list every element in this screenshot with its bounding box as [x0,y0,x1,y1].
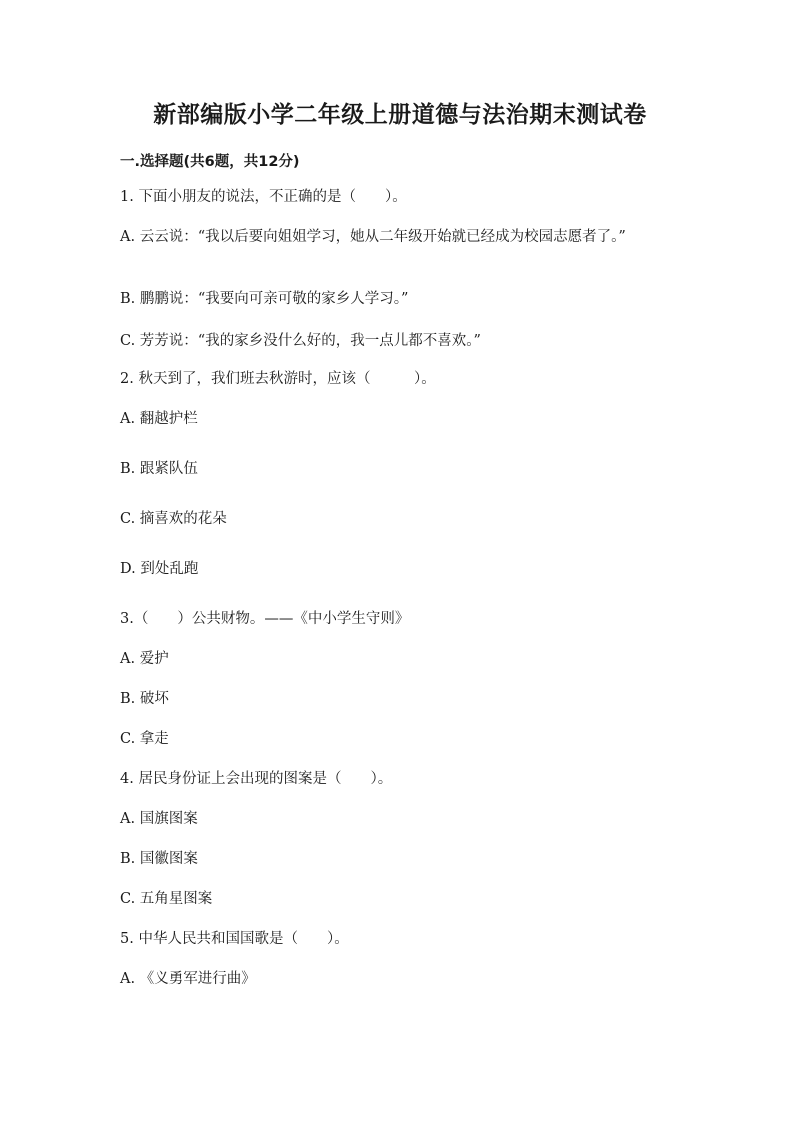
q1-option-c: C. 芳芳说：“我的家乡没什么好的，我一点儿都不喜欢。” [120,333,481,349]
q5-option-a: A. 《义勇军进行曲》 [120,971,256,987]
question-1: 1. 下面小朋友的说法，不正确的是（ ）。 [120,189,407,205]
q2-option-d: D. 到处乱跑 [120,561,199,577]
page-title: 新部编版小学二年级上册道德与法治期末测试卷 [153,102,647,128]
q4-option-b: B. 国徽图案 [120,851,198,867]
question-4: 4. 居民身份证上会出现的图案是（ ）。 [120,771,393,787]
q3-option-b: B. 破坏 [120,691,169,707]
q2-option-a: A. 翻越护栏 [120,411,198,427]
question-5: 5. 中华人民共和国国歌是（ ）。 [120,931,349,947]
q3-option-a: A. 爱护 [120,651,169,667]
q4-option-a: A. 国旗图案 [120,811,198,827]
question-3: 3.（ ）公共财物。——《中小学生守则》 [120,611,410,627]
section-heading: 一.选择题(共6题，共12分) [120,154,300,170]
q3-option-c: C. 拿走 [120,731,169,747]
q1-option-a: A. 云云说：“我以后要向姐姐学习，她从二年级开始就已经成为校园志愿者了。” [120,229,626,245]
question-2: 2. 秋天到了，我们班去秋游时，应该（ ）。 [120,371,436,387]
q2-option-c: C. 摘喜欢的花朵 [120,511,227,527]
q1-option-b: B. 鹏鹏说：“我要向可亲可敬的家乡人学习。” [120,291,409,307]
q2-option-b: B. 跟紧队伍 [120,461,198,477]
q4-option-c: C. 五角星图案 [120,891,213,907]
